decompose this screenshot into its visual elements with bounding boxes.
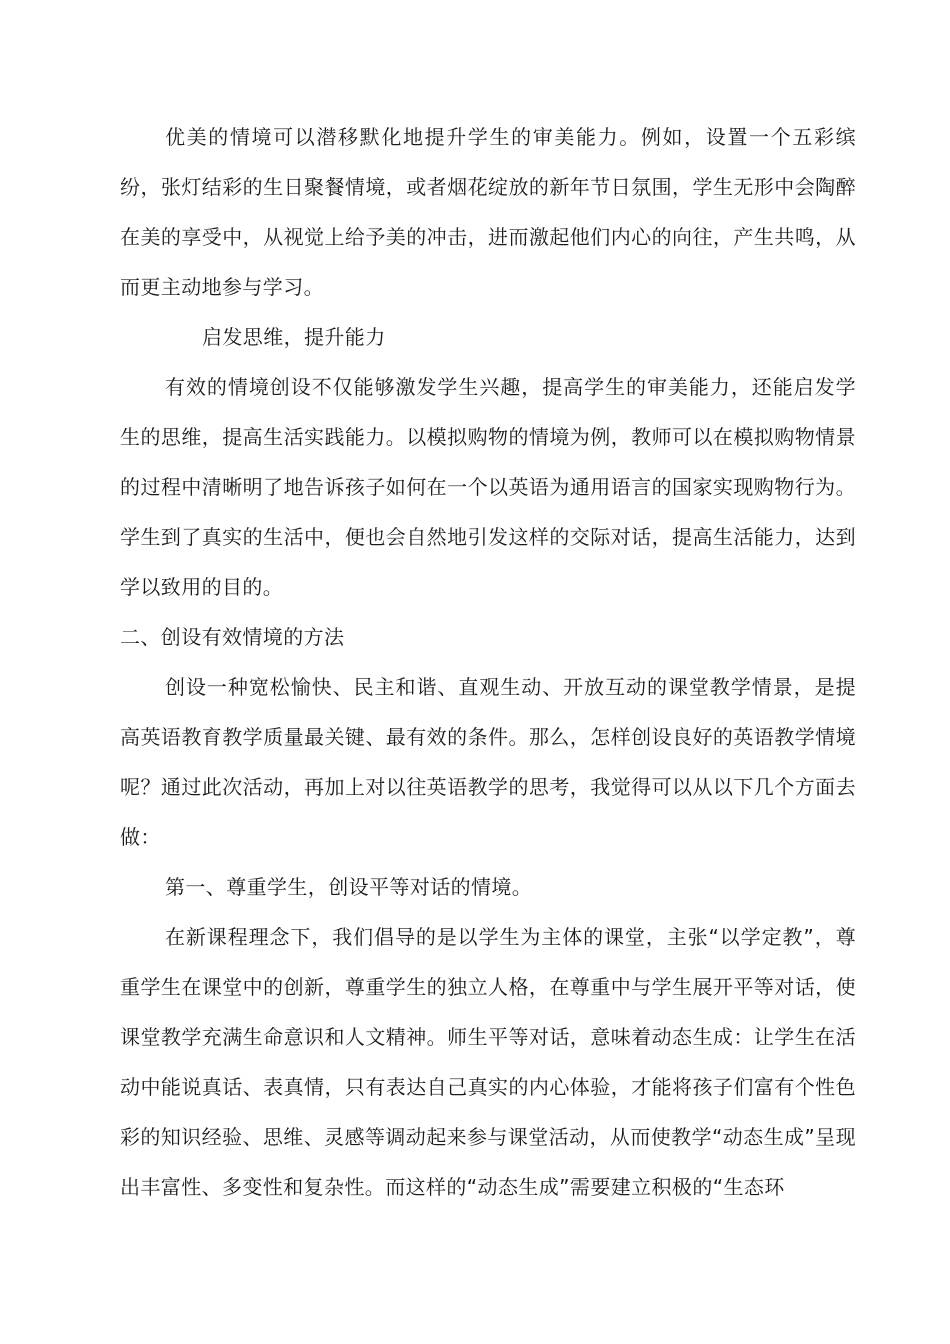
subheading-inspire-thinking: 启发思维，提升能力 — [202, 325, 386, 349]
paragraph-methods-intro: 创设一种宽松愉快、民主和谐、直观生动、开放互动的课堂教学情景，是提高英语教育教学质量最关键、最有效的条件。那么，怎样创设良好的英语教学情境呢？通过此次活动，再加上对以往英语教学的思考，我觉得可以从以下几个方面去做： — [120, 675, 856, 849]
paragraph-new-curriculum: 在新课程理念下，我们倡导的是以学生为主体的课堂，主张“以学定教”，尊重学生在课堂中的创新，尊重学生的独立人格，在尊重中与学生展开平等对话，使课堂教学充满生命意识和人文精神。师生平等对话，意味着动态生成：让学生在活动中能说真话、表真情，只有表达自己真实的内心体验，才能将孩子们富有个性色彩的知识经验、思维、灵感等调动起来参与课堂活动，从而使教学“动态生成”呈现出丰富性、多变性和复杂性。而这样的“动态生成”需要建立积极的“生态环 — [120, 925, 856, 1199]
paragraph-aesthetic: 优美的情境可以潜移默化地提升学生的审美能力。例如，设置一个五彩缤纷，张灯结彩的生日聚餐情境，或者烟花绽放的新年节日氛围，学生无形中会陶醉在美的享受中，从视觉上给予美的冲击，进而激起他们内心的向往，产生共鸣，从而更主动地参与学习。 — [120, 125, 856, 299]
section-heading-methods: 二、创设有效情境的方法 — [120, 625, 345, 649]
paragraph-thinking: 有效的情境创设不仅能够激发学生兴趣，提高学生的审美能力，还能启发学生的思维，提高生活实践能力。以模拟购物的情境为例，教师可以在模拟购物情景的过程中清晰明了地告诉孩子如何在一个以英语为通用语言的国家实现购物行为。学生到了真实的生活中，便也会自然地引发这样的交际对话，提高生活能力，达到学以致用的目的。 — [120, 375, 856, 599]
paragraph-first-point: 第一、尊重学生，创设平等对话的情境。 — [165, 875, 533, 899]
document-body — [120, 112, 856, 1212]
